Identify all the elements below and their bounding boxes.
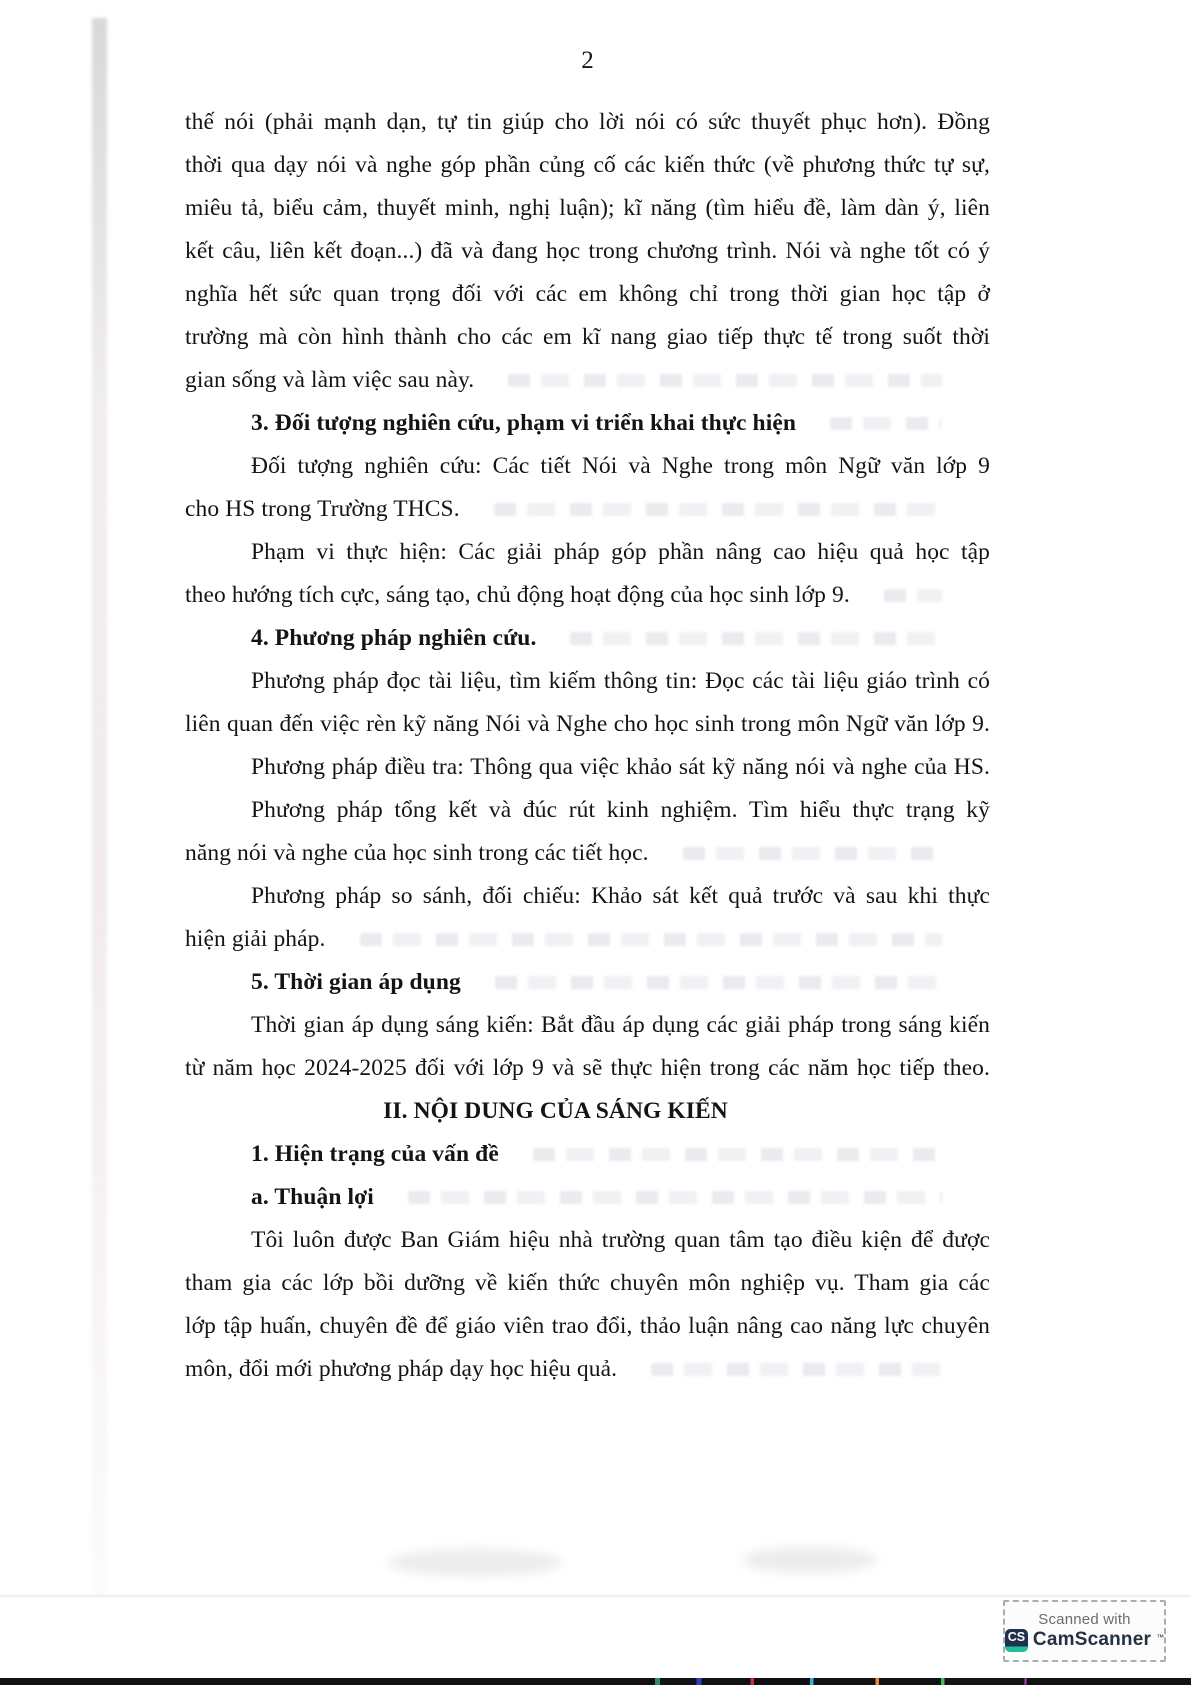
scan-smudge [388, 1549, 563, 1576]
text-line-content: liên quan đến việc rèn kỹ năng Nói và Nghe cho học sinh trong môn Ngữ văn lớp 9. [185, 711, 990, 737]
text-line-content: a. Thuận lợi [251, 1184, 374, 1210]
text-line [185, 1219, 990, 1262]
text-line-content: II. NỘI DUNG CỦA SÁNG KIẾN [383, 1098, 728, 1124]
text-line-content: tham gia các lớp bồi dưỡng về kiến thức chuyên môn nghiệp vụ. Tham gia các [185, 1270, 990, 1296]
text-line-content: hiện giải pháp. [185, 926, 326, 952]
text-line-content: Phương pháp điều tra: Thông qua việc khảo sát kỹ năng nói và nghe của HS. [251, 754, 990, 780]
paper-edge-line [0, 1595, 1191, 1597]
text-line [185, 1348, 990, 1391]
camscanner-icon: CS [1005, 1629, 1028, 1652]
text-line [185, 230, 990, 273]
text-line-content: thời qua dạy nói và nghe góp phần củng cố các kiến thức (về phương thức tự sự, [185, 152, 990, 178]
text-line [185, 832, 990, 875]
text-line [185, 875, 990, 918]
text-line [185, 488, 990, 531]
text-line-content: Phương pháp so sánh, đối chiếu: Khảo sát kết quả trước và sau khi thực [251, 883, 990, 909]
trademark-symbol: ™ [1156, 1632, 1165, 1642]
scanned-with-label: Scanned with [1038, 1610, 1131, 1628]
text-line-content: môn, đổi mới phương pháp dạy học hiệu quả. [185, 1356, 618, 1382]
page-number: 2 [581, 47, 594, 74]
text-line [185, 789, 990, 832]
bleed-through-artifact [408, 1191, 942, 1204]
text-line [185, 660, 990, 703]
text-line [185, 1305, 990, 1348]
text-line [185, 316, 990, 359]
bottom-scan-bar [0, 1678, 1191, 1685]
text-line [185, 101, 990, 144]
text-line-content: 3. Đối tượng nghiên cứu, phạm vi triển khai thực hiện [251, 410, 797, 436]
text-line-content: miêu tả, biểu cảm, thuyết minh, nghị luận); kĩ năng (tìm hiểu đề, làm dàn ý, liên [185, 195, 990, 221]
bleed-through-artifact [830, 417, 942, 430]
text-line [185, 144, 990, 187]
text-line-content: thế nói (phải mạnh dạn, tự tin giúp cho lời nói có sức thuyết phục hơn). Đồng [185, 109, 990, 135]
left-edge-scan-artifact [92, 18, 107, 1596]
text-line-content: Phạm vi thực hiện: Các giải pháp góp phần nâng cao hiệu quả học tập [251, 539, 990, 565]
bleed-through-artifact [495, 976, 942, 989]
text-line-content: Đối tượng nghiên cứu: Các tiết Nói và Nghe trong môn Ngữ văn lớp 9 [251, 453, 990, 479]
bleed-through-artifact [360, 933, 942, 946]
text-line-content: Tôi luôn được Ban Giám hiệu nhà trường quan tâm tạo điều kiện để được [251, 1227, 990, 1253]
text-line-content: Phương pháp tổng kết và đúc rút kinh nghiệm. Tìm hiểu thực trạng kỹ [251, 797, 990, 823]
text-line-content: kết câu, liên kết đoạn...) đã và đang học trong chương trình. Nói và nghe tốt có ý [185, 238, 990, 264]
text-line [185, 574, 990, 617]
camscanner-brand-label: CamScanner [1032, 1629, 1152, 1650]
camscanner-brand-row [1005, 1629, 1164, 1652]
text-line [185, 961, 990, 1004]
bleed-through-artifact [533, 1148, 942, 1161]
text-line-content: cho HS trong Trường THCS. [185, 496, 460, 522]
text-line-content: nghĩa hết sức quan trọng đối với các em không chỉ trong thời gian học tập ở [185, 281, 990, 307]
text-line [185, 617, 990, 660]
text-line [185, 918, 990, 961]
text-line [185, 273, 990, 316]
text-line [185, 746, 990, 789]
text-line-content: Thời gian áp dụng sáng kiến: Bắt đầu áp dụng các giải pháp trong sáng kiến [251, 1012, 990, 1038]
text-line-content: trường mà còn hình thành cho các em kĩ nang giao tiếp thực tế trong suốt thời [185, 324, 990, 350]
text-line [185, 1004, 990, 1047]
bleed-through-artifact [683, 847, 942, 860]
text-line-content: lớp tập huấn, chuyên đề để giáo viên trao đổi, thảo luận nâng cao năng lực chuyên [185, 1313, 990, 1339]
text-line [185, 1090, 990, 1133]
text-line-content: 4. Phương pháp nghiên cứu. [251, 625, 537, 651]
text-line-content: 1. Hiện trạng của vấn đề [251, 1141, 499, 1167]
text-line [185, 703, 990, 746]
scan-smudge [742, 1547, 877, 1573]
text-line-content: theo hướng tích cực, sáng tạo, chủ động hoạt động của học sinh lớp 9. [185, 582, 850, 608]
bleed-through-artifact [570, 632, 942, 645]
text-line [185, 1133, 990, 1176]
bleed-through-artifact [884, 589, 942, 602]
text-line [185, 531, 990, 574]
text-line [185, 402, 990, 445]
bleed-through-artifact [494, 503, 942, 516]
bleed-through-artifact [508, 374, 942, 387]
text-line [185, 1047, 990, 1090]
text-line-content: từ năm học 2024-2025 đối với lớp 9 và sẽ thực hiện trong các năm học tiếp theo. [185, 1055, 990, 1081]
text-line [185, 1176, 990, 1219]
bleed-through-artifact [651, 1363, 942, 1376]
text-line-content: gian sống và làm việc sau này. [185, 367, 475, 393]
text-line [185, 187, 990, 230]
text-line-content: năng nói và nghe của học sinh trong các tiết học. [185, 840, 649, 866]
document-lines [185, 101, 990, 1391]
camscanner-watermark-badge [1003, 1600, 1166, 1662]
text-line [185, 445, 990, 488]
text-line-content: Phương pháp đọc tài liệu, tìm kiếm thông tin: Đọc các tài liệu giáo trình có [251, 668, 990, 694]
text-line [185, 359, 990, 402]
text-line [185, 1262, 990, 1305]
text-line-content: 5. Thời gian áp dụng [251, 969, 461, 995]
